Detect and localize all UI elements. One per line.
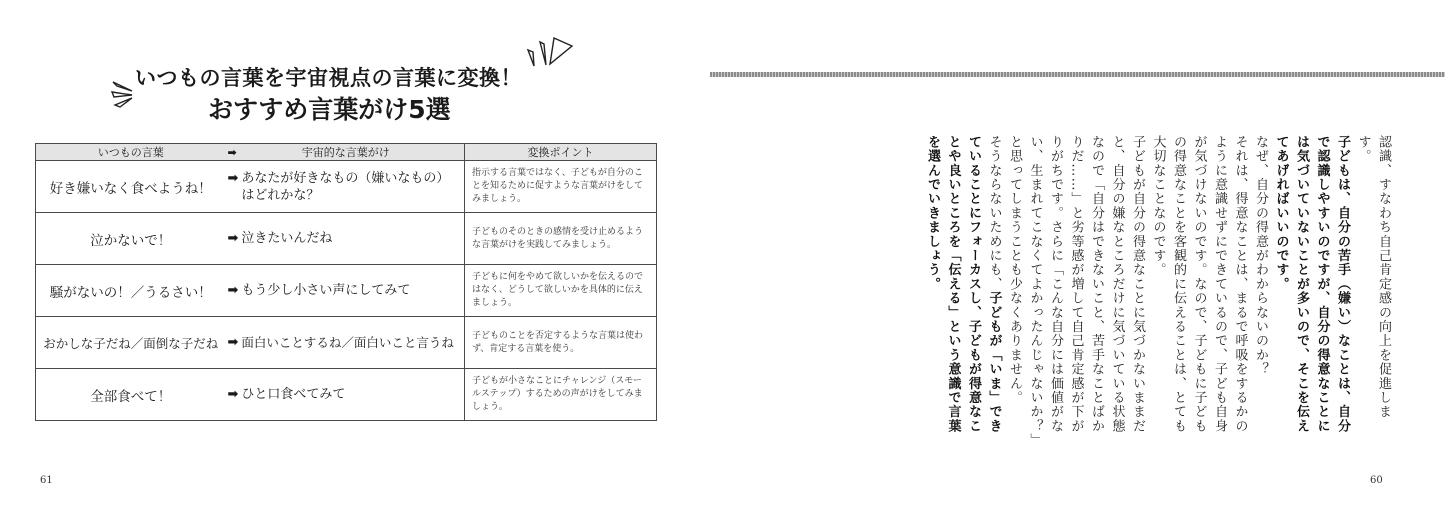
header-cosmic: [226, 144, 465, 161]
usual-phrase: 騒がないの！／うるさい！: [36, 265, 226, 317]
usual-phrase: おかしな子だね／面倒な子だね: [36, 317, 226, 369]
header-rule: [710, 72, 1445, 77]
paragraph: [1250, 135, 1271, 445]
emphasis-text: 子どもは、自分の苦手（嫌い）なことは、自分で認識しやすいのですが、自分の得意なことには気づいていないことが多いので、そこを伝えてあげればいいのです。: [1273, 135, 1350, 434]
table-row: [36, 369, 657, 421]
header-usual: いつもの言葉: [36, 144, 226, 161]
title-line-1: いつもの言葉を宇宙視点の言葉に変換！: [135, 66, 522, 90]
paragraph-text: 子どもが自分の得意なことに気づかないままだと、自分の嫌なところだけに気づいている状態なので「自分はできないこと、苦手なことばかりだ……」と劣等感が増して自己肯定感が下がりがちです。さらに「こんな自分には価値がない、生まれてこなくてよかったんじゃないか？」と思ってしまうことも少なくありません。: [1007, 135, 1145, 441]
conversion-point: 子どもが小さなことにチャレンジ（スモールステップ）するための声がけをしてみましょう。: [465, 369, 657, 421]
left-page: [0, 0, 700, 522]
right-page: [710, 0, 1445, 522]
header-point: 変換ポイント: [465, 144, 657, 161]
cosmic-phrase: [226, 265, 465, 317]
paragraph: 認識、すなわち自己肯定感の向上を促進します。: [1355, 135, 1391, 419]
usual-phrase: 全部食べて！: [36, 369, 226, 421]
vertical-body-text: [848, 135, 1393, 445]
arrow-icon: ➡: [227, 387, 239, 402]
paragraph-text: そうならないためにも、: [986, 135, 1002, 292]
paragraph-text: なぜ、自分の得意がわからないのか？: [1253, 135, 1268, 377]
table-row: [36, 213, 657, 265]
conversion-point: 子どもに何をやめて欲しいかを伝えるのではなく、どうして欲しいかを具体的に伝えましょう。: [465, 265, 657, 317]
header-cosmic-label: 宇宙的な言葉がけ: [301, 146, 390, 159]
sparkle-right-icon: [524, 36, 576, 70]
cosmic-phrase: [226, 369, 465, 421]
usual-phrase: 泣かないで！: [36, 213, 226, 265]
page-number-left: 61: [40, 475, 53, 486]
table-row: [36, 161, 657, 213]
paragraph-bold: [1270, 135, 1352, 445]
paragraph: [922, 135, 1004, 445]
table-header-row: [36, 144, 657, 161]
conversion-point: 子どものそのときの感情を受け止めるような言葉がけを実践してみましょう。: [465, 213, 657, 265]
phrase-table: [35, 143, 657, 421]
cosmic-phrase-text: もう少し小さい声にしてみて: [241, 283, 411, 298]
page-number-right: 60: [1370, 475, 1383, 486]
cosmic-phrase: [226, 213, 465, 265]
arrow-icon: ➡: [227, 283, 239, 298]
conversion-point: 指示する言葉ではなく、子どもが自分のことを知るために促すような言葉がけをしてみましょう。: [465, 161, 657, 213]
emphasis-text: 子どもが「いま」できていることにフォーカスし、子どもが得意なことや良いところを「伝える」という意識で言葉を選んでいきましょう。: [925, 135, 1002, 434]
arrow-icon: ➡: [227, 170, 239, 186]
table-row: [36, 317, 657, 369]
sparkle-left-icon: [110, 78, 136, 108]
paragraph: [1004, 135, 1148, 445]
arrow-icon: ➡: [227, 231, 239, 246]
cosmic-phrase-text: ひと口食べてみて: [241, 387, 346, 402]
table-row: [36, 265, 657, 317]
arrow-icon: ➡: [227, 146, 237, 159]
conversion-point: 子どものことを否定するような言葉は使わず、肯定する言葉を使う。: [465, 317, 657, 369]
title-block: [110, 36, 590, 126]
usual-phrase: 好き嫌いなく食べようね！: [36, 161, 226, 213]
paragraph: [1147, 135, 1250, 445]
paragraph-text: それは、得意なことは、まるで呼吸をするかのように意識せずにできているので、子ども自身が気づけないのです。なので、子どもに子どもの得意なことを客観的に伝えることは、とても大切なことなのです。: [1150, 135, 1248, 434]
title-line-2: おすすめ言葉がけ5選: [208, 95, 451, 124]
cosmic-phrase: [226, 317, 465, 369]
cosmic-phrase-text: 面白いことするね／面白いこと言うね: [241, 335, 454, 350]
arrow-icon: ➡: [227, 335, 239, 350]
cosmic-phrase-text: あなたが好きなもの（嫌いなもの）はどれかな？: [241, 170, 450, 203]
cosmic-phrase-text: 泣きたいんだね: [241, 231, 333, 246]
cosmic-phrase: [226, 161, 465, 213]
